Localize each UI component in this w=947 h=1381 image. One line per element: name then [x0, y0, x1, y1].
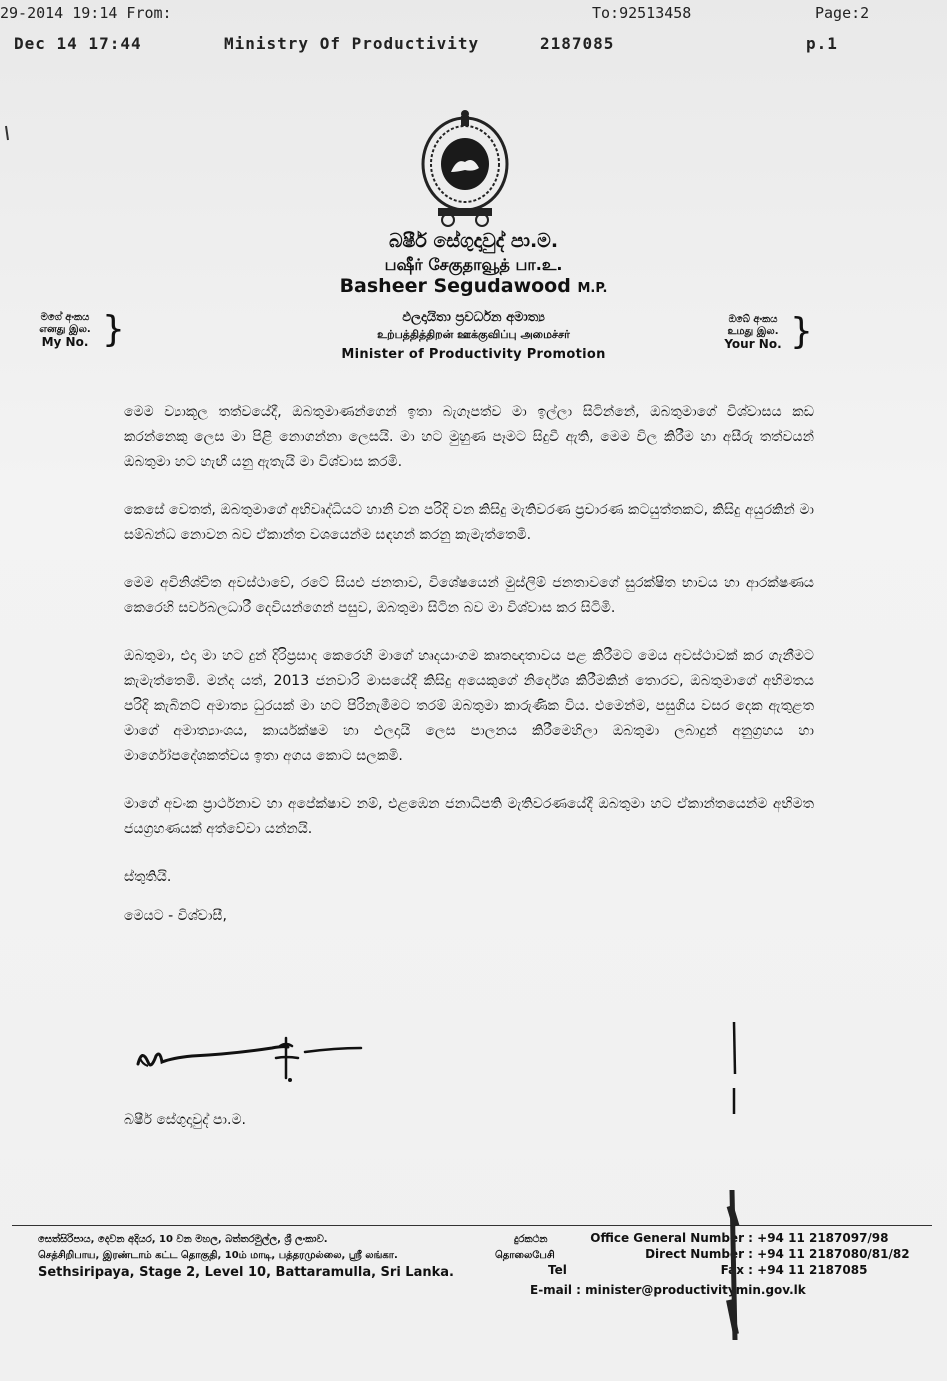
my-number-brace-icon: }: [102, 309, 125, 350]
my-number-si: මගේ අංකය: [40, 312, 90, 323]
tel-label-english: Tel: [548, 1263, 567, 1277]
my-number-en: My No.: [41, 335, 89, 349]
contact-value: +94 11 2187080/81/82: [757, 1247, 910, 1261]
my-number-ta: எனது இல.: [39, 324, 91, 335]
email-line: [530, 1282, 806, 1298]
letter-body: [124, 400, 814, 943]
your-number-en: Your No.: [724, 337, 782, 351]
minister-name-tamil: பஷீர் சேகுதாவூத் பா.உ.: [384, 255, 563, 274]
ministry-title-tamil: உற்பத்தித்திறன் ஊக்குவிப்பு அமைச்சர்: [377, 328, 570, 341]
your-number-ta: உமது இல.: [727, 326, 779, 337]
fax-line2-number: 2187085: [540, 34, 615, 53]
paragraph-5: මාගේ අවංක ප්‍රාර්ථනාව හා අපේක්ෂාව නම්, එළඹෙන ජනාධිපති මැතිවරණයේදී ඔබතුමා හට ඒකාන්තයෙන්ම අභිමත ජයග්‍රහණයක් අත්වේවා යන්නයි.: [124, 796, 814, 837]
minister-name-english: [0, 275, 947, 297]
your-number-si: ඔබේ අංකය: [728, 314, 778, 325]
paragraph-2: කෙසේ වෙතත්, ඔබතුමාගේ අභිවෘද්ධියට හානි වන පරිදි වන කිසිදු මැතිවරණ ප්‍රචාරණ කටයුත්තකට, කිසිදු අයුරකින් මා සම්බන්ධ නොවන බව ඒකාන්ත වශයෙන්ම සඳහන් කරනු කැමැත්තෙමි.: [124, 502, 814, 543]
sri-lanka-emblem-icon: [418, 108, 512, 228]
contact-value: +94 11 2187085: [757, 1263, 868, 1277]
fax-line1-page: Page:2: [815, 4, 870, 22]
fax-line1-left: 29-2014 19:14 From:: [0, 4, 172, 22]
handwritten-signature: [130, 1028, 370, 1088]
contact-label: Direct Number: [645, 1247, 744, 1261]
email-address: minister@productivitymin.gov.lk: [585, 1283, 806, 1297]
footer-divider: [12, 1225, 932, 1226]
my-number-block: [28, 312, 102, 348]
contact-value: +94 11 2187097/98: [757, 1231, 889, 1245]
footer-address-sinhala: සෙත්සිරිපාය, දෙවන අදියර, 10 වන මහල, බත්තරමුල්ල, ශ්‍රී ලංකාව.: [38, 1234, 328, 1245]
fax-line2-sender: Ministry Of Productivity: [224, 34, 480, 53]
your-number-block: [716, 314, 790, 350]
fax-line2-page: p.1: [806, 34, 838, 53]
closing-line: මෙයට - විශ්වාසී,: [124, 908, 227, 924]
contact-row-office: Office General Number : +94 11 2187097/98: [584, 1230, 910, 1246]
ministry-title-sinhala: ඵලදායිතා ප්‍රවර්ධන අමාත්‍ය: [402, 310, 545, 325]
contact-label: Fax: [720, 1263, 744, 1277]
contact-row-direct: Direct Number : +94 11 2187080/81/82: [584, 1246, 910, 1262]
tel-label-tamil: தொலைபேசி: [495, 1250, 555, 1261]
your-number-brace-icon: }: [790, 311, 813, 352]
paragraph-1: මෙම ව්‍යාකූල තත්වයේදී, ඔබතුමාණන්ගෙන් ඉතා බැගෑපත්ව මා ඉල්ලා සිටින්නේ, ඔබතුමාගේ විශ්වාසය කඩ කරන්නෙකු ලෙස මා පිළි නොගන්නා ලෙසයි. මා හට මුහුණ පෑමට සිදුවී ඇති, මෙම විල කිරීම හා අසීරු තත්වයන් ඔබතුමා හට හැඟී යනු ඇතැයි මා විශ්වාස කරමි.: [124, 404, 814, 470]
fax-line1-to: To:92513458: [592, 4, 692, 22]
contact-label: Office General Number: [590, 1231, 744, 1245]
paragraph-3: මෙම අවිනිශ්චිත අවස්ථාවේ, රටේ සියළු ජනතාව, විශේෂයෙන් මුස්ලිම් ජනතාවගේ සුරක්ෂිත භාවය හා ආරක්ෂණය කෙරෙහි සර්වබලධාරී දෙවියන්ගෙන් පසුව, ඔබතුමා සිටින බව මා විශ්වාස කර සිටිමි.: [124, 575, 814, 616]
signer-name: බෂීර් සේගුදාවුද් පා.ම.: [124, 1112, 247, 1128]
paragraph-4: ඔබතුමා, එදා මා හට දුන් දිරිප්‍රසාද කෙරෙහි මාගේ හෘදයාංගම කෘතඥතාවය පළ කිරීමට මෙය අවස්ථාවක් කර ගැනීමට කැමැත්තෙමි. මන්ද යත්, 2013 ජනවාරි මාසයේදී කිසිදු අයෙකුගේ නිර්දේශ කිරීමකින් තොරව, ඔබතුමාගේ අභිමතය පරිදි කැබිනට් අමාත්‍ය ධුරයක් මා හට පිරිනැමීමට තරම් ඔබතුමා කාරුණික විය. එමෙන්ම, පසුගිය වසර දෙක ඇතුළත මාගේ අමාත්‍යාංශය, කාර්යක්ෂම හා ඵලදායි ලෙස පාලනය කිරීමෙහිලා ඔබතුමා ලබාදුන් අනුග්‍රහය හා මාර්ගෝපදේශකත්වය ඉතා අගය කොට සලකමි.: [124, 648, 814, 764]
mp-suffix: M.P.: [577, 281, 608, 296]
footer-address-english: Sethsiripaya, Stage 2, Level 10, Battaramulla, Sri Lanka.: [38, 1265, 454, 1280]
ministry-title-english: Minister of Productivity Promotion: [341, 347, 606, 362]
fax-line2-date: Dec 14 17:44: [14, 34, 142, 53]
footer-address-tamil: செத்சிறிபாய, இரண்டாம் கட்ட தொகுதி, 10ம் மாடி, பத்தரமுல்லை, ஸ்ரீ லங்கா.: [38, 1250, 398, 1261]
minister-name-sinhala: බෂීර් සේගුදාවුද් පා.ම.: [388, 230, 559, 252]
minister-name-english-text: Basheer Segudawood: [339, 275, 571, 297]
email-label: E-mail :: [530, 1283, 581, 1297]
contact-row-fax: Fax : +94 11 2187085: [584, 1262, 910, 1278]
tel-label-sinhala: දුරකථන: [514, 1234, 548, 1245]
contact-numbers: [584, 1230, 910, 1278]
thanks-line: ස්තුතියි.: [124, 869, 172, 885]
